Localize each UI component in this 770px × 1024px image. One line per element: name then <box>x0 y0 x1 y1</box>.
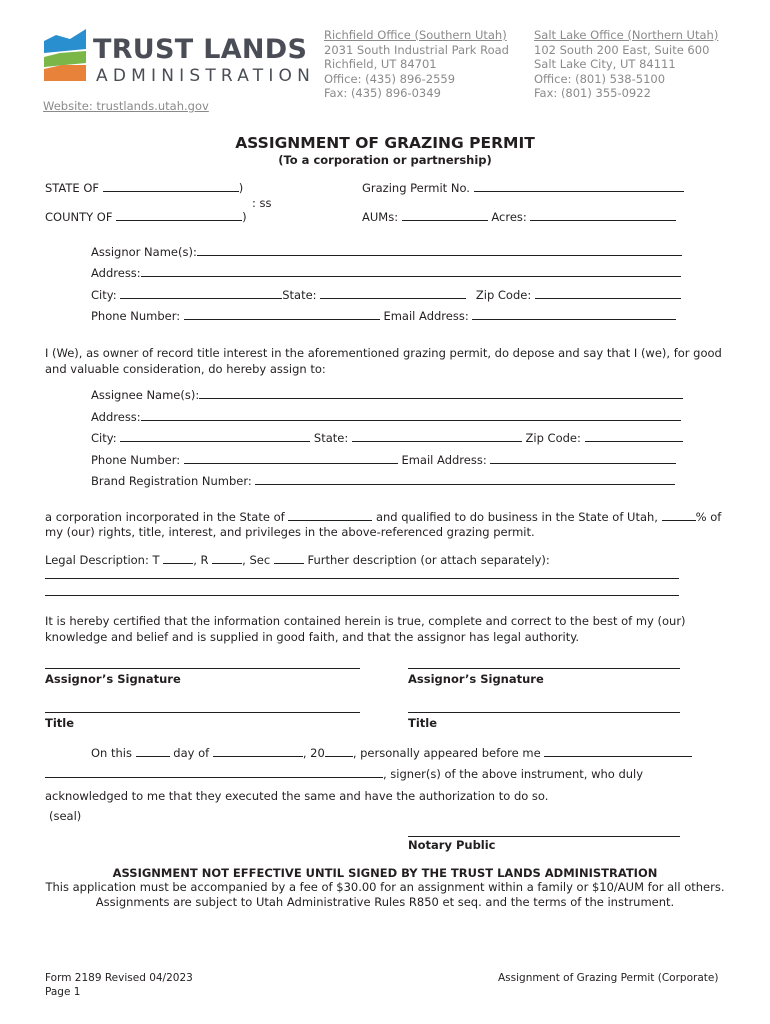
city-label: City: <box>91 431 117 445</box>
corporation-text-1: a corporation incorporated in the State of <box>45 510 285 524</box>
certify-paragraph: It is hereby certified that the information contained herein is true, complete and correct to the best of my (our) knowledge and belief and is supplied in good faith, and that the assignor has legal authority. <box>45 614 686 644</box>
notary-public-label: Notary Public <box>408 838 496 852</box>
office-fax: Fax: (435) 896-0349 <box>324 86 441 101</box>
assignee-city-field[interactable] <box>120 431 310 442</box>
zip-label: Zip Code: <box>525 431 581 445</box>
office-street: 102 South 200 East, Suite 600 <box>534 42 710 57</box>
trust-lands-logo-mark <box>42 27 88 83</box>
phone-label: Phone Number: <box>91 453 181 467</box>
legal-t-label: Legal Description: T <box>45 553 160 567</box>
city-label: City: <box>91 288 117 302</box>
county-of-field[interactable] <box>116 210 242 221</box>
state-of-field[interactable] <box>103 181 239 192</box>
assignee-names-row <box>91 388 683 402</box>
legal-sec-label: , Sec <box>242 553 271 567</box>
richfield-office <box>324 28 509 101</box>
title-line-left[interactable] <box>45 712 360 713</box>
legal-r-label: , R <box>193 553 209 567</box>
assignee-email-field[interactable] <box>490 453 676 464</box>
phone-label: Phone Number: <box>91 309 181 323</box>
signers-row <box>45 767 643 781</box>
assignee-phone-row <box>91 453 676 467</box>
office-phone: Office: (801) 538-5100 <box>534 71 666 86</box>
signers-field[interactable] <box>45 767 383 778</box>
assignee-names-label: Assignee Name(s): <box>91 388 200 402</box>
notice-line-1: This application must be accompanied by a fee of $30.00 for an assignment within a family or $10/AUM for all others. <box>45 880 725 894</box>
signers-label: , signer(s) of the above instrument, who duly <box>383 767 644 781</box>
depose-paragraph: I (We), as owner of record title interest in the aforementioned grazing permit, do depose and say that I (we), for good and valuable consideration, do hereby assign to: <box>45 346 722 376</box>
aums-label: AUMs: <box>362 210 399 224</box>
appeared-label: , personally appeared before me <box>352 746 541 760</box>
assignor-address-field[interactable] <box>141 266 681 277</box>
legal-line-1[interactable] <box>45 578 679 579</box>
brand-row <box>91 474 675 488</box>
zip-label: Zip Code: <box>475 288 532 302</box>
acres-label: Acres: <box>491 210 527 224</box>
page-subtitle: (To a corporation or partnership) <box>278 153 492 167</box>
assignee-address-row <box>91 410 681 424</box>
footer-form-title: Assignment of Grazing Permit (Corporate) <box>498 972 719 984</box>
range-field[interactable] <box>212 553 242 564</box>
office-phone: Office: (435) 896-2559 <box>324 71 456 86</box>
title-label: Title <box>408 716 438 730</box>
website-link[interactable]: Website: trustlands.utah.gov <box>43 99 209 113</box>
assignee-address-label: Address: <box>91 410 141 424</box>
legal-further-label: Further description (or attach separately): <box>307 553 550 567</box>
assignor-city-row <box>91 288 681 302</box>
assignor-names-label: Assignor Name(s): <box>91 245 197 259</box>
assignor-signature-label: Assignor’s Signature <box>408 672 544 686</box>
page-number: Page 1 <box>45 986 81 998</box>
corporation-text-3: % of <box>695 510 722 524</box>
acres-field[interactable] <box>530 210 676 221</box>
office-name: Salt Lake Office (Northern Utah) <box>534 28 719 42</box>
email-label: Email Address: <box>401 453 487 467</box>
permit-no-label: Grazing Permit No. <box>362 181 470 195</box>
percent-field[interactable] <box>662 510 696 521</box>
permit-no-row <box>362 181 684 195</box>
assignor-phone-row <box>91 309 676 323</box>
assignor-signature-label: Assignor’s Signature <box>45 672 181 686</box>
assignee-zip-field[interactable] <box>585 431 683 442</box>
title-line-right[interactable] <box>408 712 680 713</box>
assignor-state-field[interactable] <box>320 288 466 299</box>
aums-field[interactable] <box>402 210 488 221</box>
brand-label: Brand Registration Number: <box>91 474 252 488</box>
office-city: Salt Lake City, UT 84111 <box>534 57 676 72</box>
assignor-email-field[interactable] <box>472 309 676 320</box>
township-field[interactable] <box>163 553 193 564</box>
legal-description-row <box>45 553 550 567</box>
county-of-row <box>45 210 247 224</box>
paren: ) <box>242 210 247 224</box>
assignor-signature-line-left[interactable] <box>45 668 360 669</box>
notary-date-row <box>91 746 692 760</box>
on-this-label: On this <box>91 746 132 760</box>
acknowledge-text: acknowledged to me that they executed the same and have the authorization to do so. <box>45 789 549 803</box>
office-city: Richfield, UT 84701 <box>324 57 437 72</box>
state-of-row <box>45 181 243 195</box>
salt-lake-office <box>534 28 718 101</box>
form-number: Form 2189 Revised 04/2023 <box>45 972 193 984</box>
aums-acres-row <box>362 210 676 224</box>
title-label: Title <box>45 716 75 730</box>
assignor-address-label: Address: <box>91 266 141 280</box>
seal-label: (seal) <box>49 809 82 823</box>
ss-label: : ss <box>252 196 272 210</box>
day-of-label: day of <box>173 746 210 760</box>
appeared-name-field[interactable] <box>544 746 692 757</box>
paren: ) <box>238 181 244 195</box>
incorporation-state-field[interactable] <box>288 510 372 521</box>
office-street: 2031 South Industrial Park Road <box>324 42 509 57</box>
assignee-phone-field[interactable] <box>184 453 398 464</box>
corporation-row <box>45 510 721 524</box>
assignee-address-field[interactable] <box>141 410 681 421</box>
section-field[interactable] <box>274 553 304 564</box>
county-of-label: COUNTY OF <box>45 210 113 224</box>
state-label: State: <box>313 431 349 445</box>
assignor-names-row <box>91 245 682 259</box>
corporation-line2: my (our) rights, title, interest, and privileges in the above-referenced grazing permit. <box>45 525 535 539</box>
assignee-state-field[interactable] <box>352 431 522 442</box>
permit-no-field[interactable] <box>474 181 684 192</box>
notary-year-field[interactable] <box>325 746 353 757</box>
page-title: ASSIGNMENT OF GRAZING PERMIT <box>235 134 535 152</box>
assignor-address-row <box>91 266 681 280</box>
notice-heading: ASSIGNMENT NOT EFFECTIVE UNTIL SIGNED BY THE TRUST LANDS ADMINISTRATION <box>112 866 658 880</box>
assignee-city-row <box>91 431 683 445</box>
assignor-signature-line-right[interactable] <box>408 668 680 669</box>
office-fax: Fax: (801) 355-0922 <box>534 86 651 101</box>
notice-line-2: Assignments are subject to Utah Administrative Rules R850 et seq. and the terms of the instrument. <box>95 895 675 909</box>
corporation-text-2: and qualified to do business in the State of Utah, <box>375 510 658 524</box>
logo-text-line1: TRUST LANDS <box>93 34 308 65</box>
assignor-names-field[interactable] <box>197 245 682 256</box>
email-label: Email Address: <box>383 309 469 323</box>
logo-text-line2: ADMINISTRATION <box>96 66 316 86</box>
assignor-phone-field[interactable] <box>184 309 380 320</box>
year-prefix: , 20 <box>302 746 325 760</box>
notary-month-field[interactable] <box>213 746 303 757</box>
notary-day-field[interactable] <box>136 746 170 757</box>
assignor-city-field[interactable] <box>120 288 282 299</box>
assignee-names-field[interactable] <box>199 388 683 399</box>
legal-line-2[interactable] <box>45 595 679 596</box>
office-name: Richfield Office (Southern Utah) <box>324 28 507 42</box>
assignor-zip-field[interactable] <box>535 288 681 299</box>
state-label: State: <box>282 288 317 302</box>
brand-field[interactable] <box>255 474 675 485</box>
notary-signature-line[interactable] <box>408 836 680 837</box>
state-of-label: STATE OF <box>45 181 100 195</box>
